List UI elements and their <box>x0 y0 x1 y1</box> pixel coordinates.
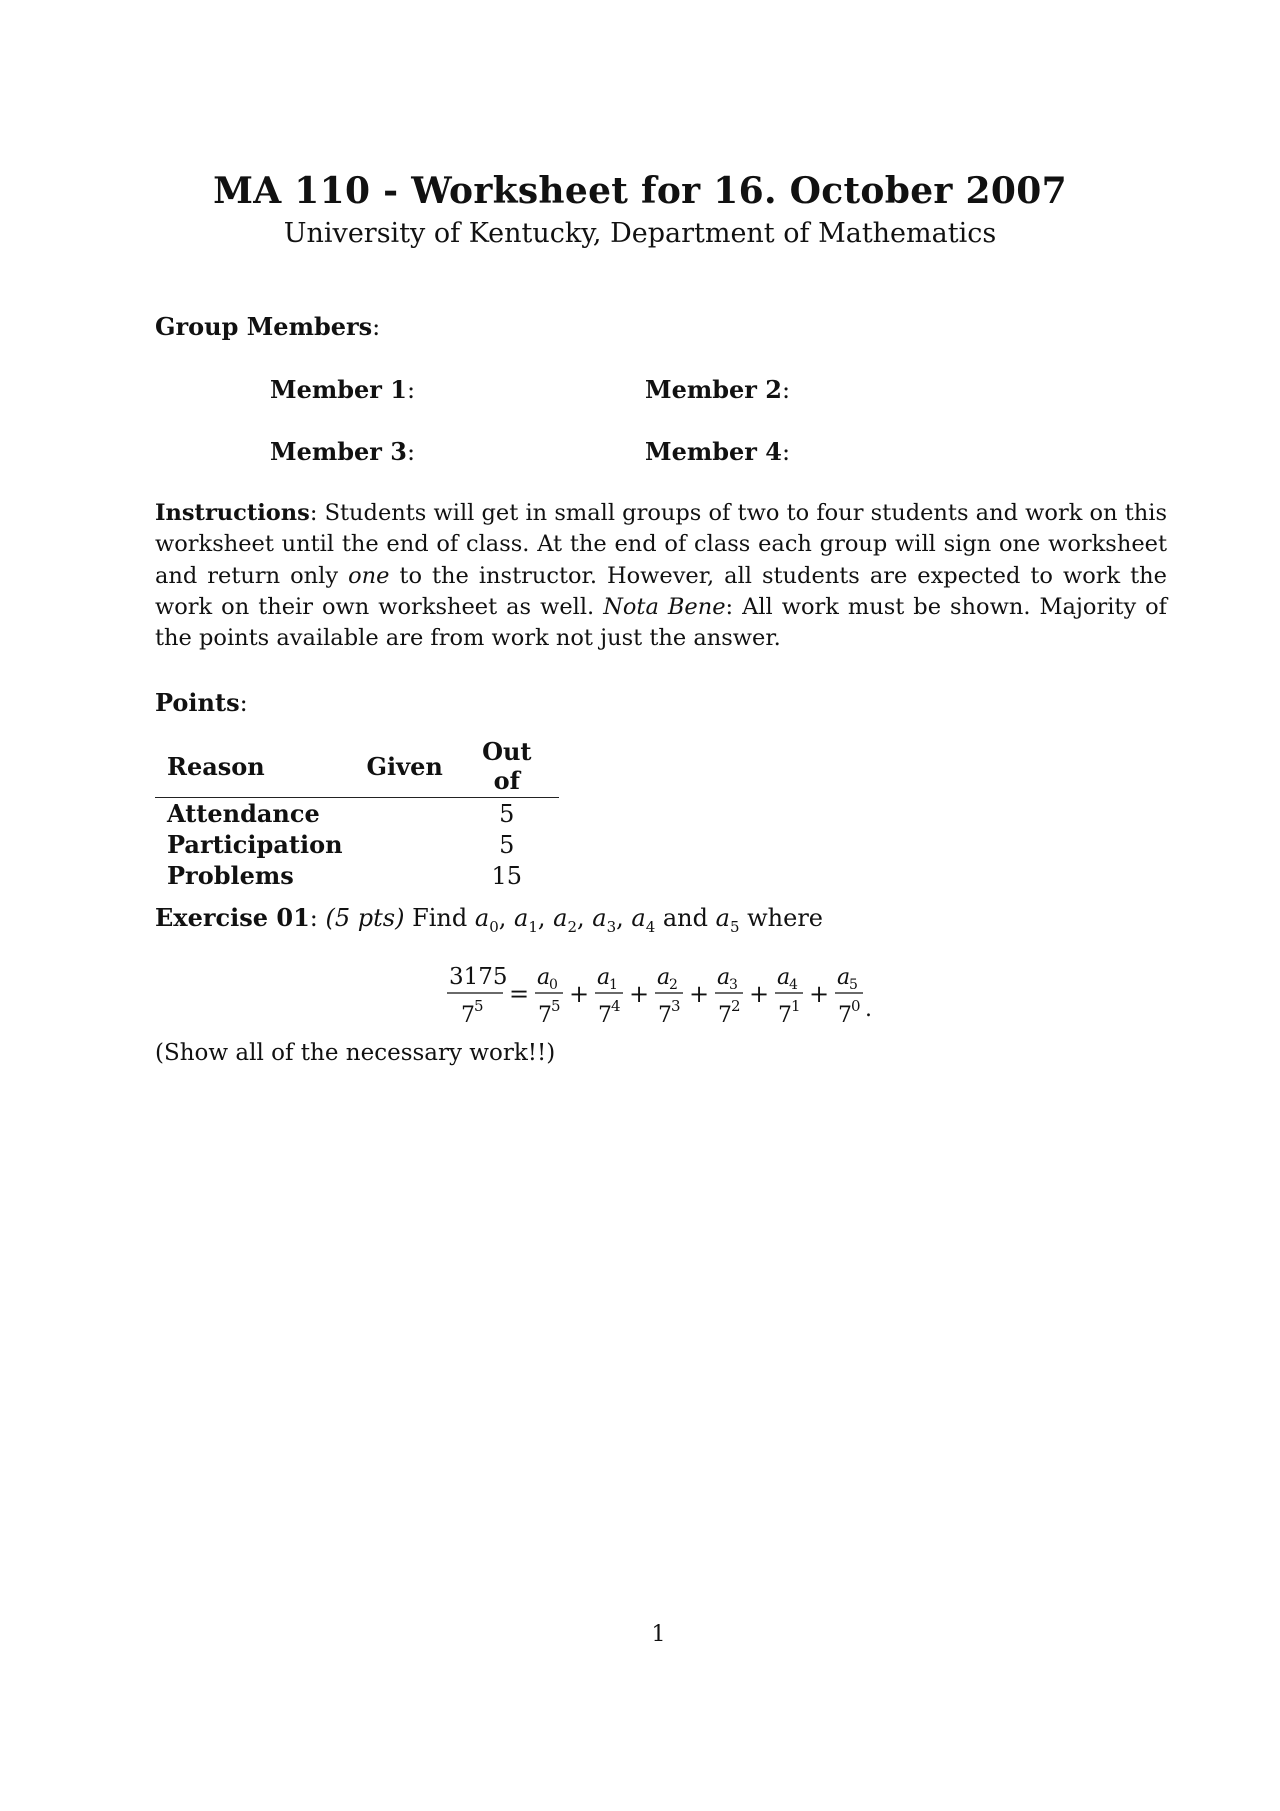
header-out-of: Out of <box>455 735 559 798</box>
exercise-label: Exercise 01 <box>155 903 310 932</box>
group-members-label <box>155 312 380 341</box>
points-label <box>155 688 248 717</box>
variable-a5-subscript: 5 <box>729 917 740 936</box>
plus-sign: + <box>809 980 830 1008</box>
table-row <box>155 860 559 891</box>
row-reason: Attendance <box>167 799 320 828</box>
exercise-prompt <box>155 903 823 936</box>
variable-separator: , <box>498 904 514 932</box>
term-a1-numerator: a <box>597 965 611 990</box>
member-3-field <box>270 437 415 466</box>
term-a0-numerator: a <box>537 965 551 990</box>
exercise-where-text: where <box>739 904 823 932</box>
variable-a2-subscript: 2 <box>567 917 577 936</box>
equation-period: . <box>865 997 872 1022</box>
lhs-denominator-exponent: 5 <box>474 997 484 1015</box>
instructions-text-1: : Students will get in small groups of two to four students and work on this worksheet until the end of class. At the end of class each group will sign one worksheet and return only <box>155 500 1167 589</box>
plus-sign: + <box>569 980 590 1008</box>
variable-a5-symbol: a <box>715 904 730 932</box>
variable-a2-symbol: a <box>553 904 568 932</box>
variable-a1-symbol: a <box>514 904 529 932</box>
member-3-label: Member 3 <box>270 437 407 466</box>
term-a2-numerator-subscript: 2 <box>669 977 678 993</box>
variable-a1-subscript: 1 <box>528 917 538 936</box>
member-1-label: Member 1 <box>270 375 407 404</box>
term-a3-denominator-exponent: 2 <box>731 997 741 1015</box>
points-table <box>155 735 559 891</box>
exercise-colon: : <box>309 904 318 932</box>
term-a4-denominator-exponent: 1 <box>791 997 801 1015</box>
variable-a4 <box>631 904 656 936</box>
member-4-colon: : <box>781 438 791 466</box>
term-a1-denominator-base: 7 <box>598 1003 612 1028</box>
member-3-colon: : <box>406 438 416 466</box>
group-members-label-text: Group Members <box>155 312 373 341</box>
plus-sign: + <box>689 980 710 1008</box>
show-work-note: (Show all of the necessary work!!) <box>155 1040 556 1066</box>
member-2-label: Member 2 <box>645 375 782 404</box>
member-4-label: Member 4 <box>645 437 782 466</box>
member-1-colon: : <box>406 376 416 404</box>
row-given <box>355 860 455 891</box>
variable-a5 <box>715 904 740 936</box>
plus-sign: + <box>749 980 770 1008</box>
equals-sign: = <box>509 980 530 1008</box>
instructions-paragraph <box>155 498 1167 654</box>
term-a0-denominator-base: 7 <box>538 1003 552 1028</box>
term-a5-numerator: a <box>837 965 851 990</box>
term-a0-denominator-exponent: 5 <box>551 997 561 1015</box>
variable-a0 <box>474 904 499 936</box>
row-out-of: 15 <box>491 861 523 890</box>
instructions-emphasis-nota-bene: Nota Bene <box>603 593 726 620</box>
variable-a1 <box>514 904 538 936</box>
variable-separator: , <box>576 904 593 932</box>
term-a0-numerator-subscript: 0 <box>549 977 558 993</box>
term-a3-denominator-base: 7 <box>718 1003 732 1028</box>
variable-a2 <box>553 904 577 936</box>
term-a1-numerator-subscript: 1 <box>609 977 618 993</box>
variable-a4-subscript: 4 <box>645 917 656 936</box>
plus-sign: + <box>629 980 650 1008</box>
variable-a3-subscript: 3 <box>606 917 617 936</box>
variable-a0-subscript: 0 <box>489 917 499 936</box>
page-title: MA 110 - Worksheet for 16. October 2007 <box>213 170 1067 212</box>
lhs-denominator-base: 7 <box>461 1003 475 1028</box>
exercise-points: (5 pts) <box>325 904 405 932</box>
term-a2-denominator-exponent: 3 <box>671 997 681 1015</box>
instructions-text-2: to the instructor. However, all students are expected to work the work on their own worksheet as well. <box>155 562 1167 620</box>
header-reason: Reason <box>155 735 355 798</box>
member-2-field <box>645 375 790 404</box>
term-a4-numerator-subscript: 4 <box>789 977 798 993</box>
exercise-equation <box>447 956 897 1031</box>
term-a5-numerator-subscript: 5 <box>849 977 858 993</box>
points-label-colon: : <box>239 689 248 717</box>
term-a5-denominator-base: 7 <box>838 1003 852 1028</box>
page-subtitle: University of Kentucky, Department of Mathematics <box>283 218 997 249</box>
table-row <box>155 798 559 830</box>
variable-a3 <box>592 904 617 936</box>
instructions-text-3: : All work must be shown. Majority of the points available are from work not just the answer. <box>155 593 1168 652</box>
row-given <box>355 829 455 860</box>
exercise-find-text: Find <box>404 904 475 932</box>
row-out-of: 5 <box>499 799 515 828</box>
points-table-header-row <box>155 735 559 798</box>
term-a1-denominator-exponent: 4 <box>611 997 621 1015</box>
row-out-of: 5 <box>499 830 515 859</box>
points-label-text: Points <box>155 688 240 717</box>
instructions-label: Instructions <box>155 500 310 526</box>
row-reason: Problems <box>167 861 294 890</box>
row-reason: Participation <box>167 830 343 859</box>
row-given <box>355 798 455 830</box>
term-a5-denominator-exponent: 0 <box>851 997 861 1015</box>
exercise-variable-list <box>474 904 656 936</box>
variable-a0-symbol: a <box>474 904 490 932</box>
variable-a4-symbol: a <box>631 904 646 932</box>
instructions-emphasis-one: one <box>348 562 390 589</box>
exercise-last-variable <box>715 904 740 936</box>
page-number: 1 <box>651 1622 666 1647</box>
member-1-field <box>270 375 415 404</box>
term-a2-denominator-base: 7 <box>658 1003 672 1028</box>
term-a4-denominator-base: 7 <box>778 1003 792 1028</box>
variable-separator: , <box>616 904 632 932</box>
member-2-colon: : <box>781 376 791 404</box>
lhs-numerator: 3175 <box>449 964 508 990</box>
table-row <box>155 829 559 860</box>
header-given: Given <box>355 735 455 798</box>
term-a3-numerator: a <box>717 965 731 990</box>
variable-separator: , <box>537 904 554 932</box>
exercise-and-text: and <box>655 904 716 932</box>
member-4-field <box>645 437 790 466</box>
term-a2-numerator: a <box>657 965 671 990</box>
term-a3-numerator-subscript: 3 <box>729 977 738 993</box>
variable-a3-symbol: a <box>592 904 607 932</box>
group-members-colon: : <box>372 313 381 341</box>
term-a4-numerator: a <box>777 965 791 990</box>
